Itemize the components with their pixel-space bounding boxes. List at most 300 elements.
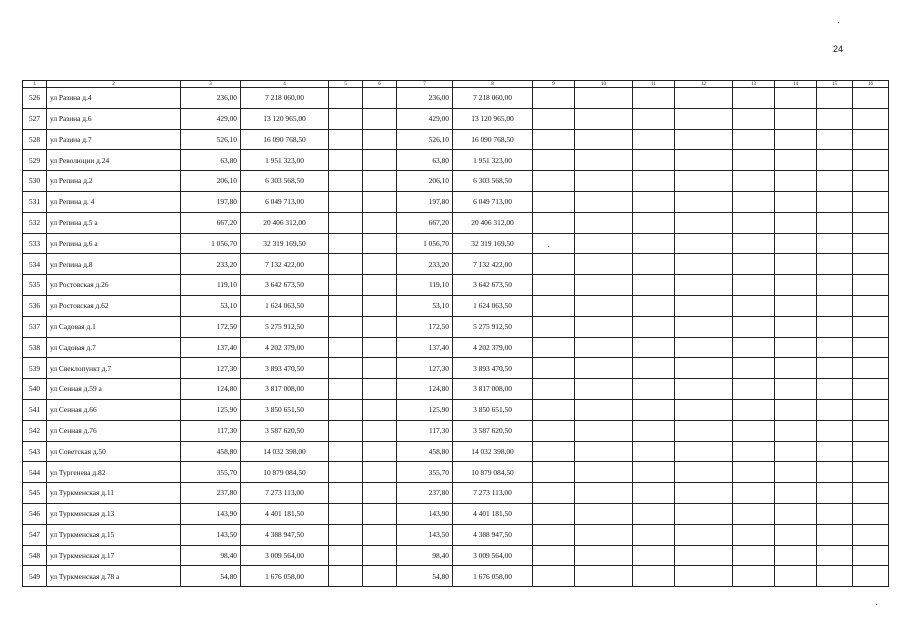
empty-cell <box>817 233 853 254</box>
empty-cell <box>775 275 817 296</box>
empty-cell <box>633 545 675 566</box>
empty-cell <box>329 337 363 358</box>
empty-cell <box>575 420 633 441</box>
empty-cell <box>633 524 675 545</box>
empty-cell <box>533 524 575 545</box>
empty-cell <box>329 129 363 150</box>
empty-cell <box>575 129 633 150</box>
cost-cell: 7 132 422,00 <box>453 254 533 275</box>
cost-cell: 4 401 181,50 <box>241 503 329 524</box>
table-row <box>23 503 889 524</box>
empty-cell <box>575 524 633 545</box>
empty-cell <box>853 566 889 587</box>
column-number: 1 <box>23 81 47 88</box>
empty-cell <box>363 233 397 254</box>
address-cell: ул Садовая д.7 <box>47 337 181 358</box>
cost-cell: 13 120 965,00 <box>241 108 329 129</box>
empty-cell <box>853 358 889 379</box>
empty-cell <box>575 566 633 587</box>
empty-cell <box>733 545 775 566</box>
cost-cell: 1 951 323,00 <box>241 150 329 171</box>
empty-cell <box>733 524 775 545</box>
area-cell: 206,10 <box>181 171 241 192</box>
address-cell: ул Репина д.5 а <box>47 212 181 233</box>
scan-speck <box>876 604 877 605</box>
empty-cell <box>675 129 733 150</box>
area-cell: 143,90 <box>397 503 453 524</box>
row-number-cell: 527 <box>23 108 47 129</box>
area-cell: 125,90 <box>181 399 241 420</box>
empty-cell <box>775 108 817 129</box>
address-cell: ул Репина д. 4 <box>47 191 181 212</box>
empty-cell <box>853 171 889 192</box>
cost-cell: 4 388 947,50 <box>453 524 533 545</box>
empty-cell <box>853 108 889 129</box>
row-number-cell: 540 <box>23 379 47 400</box>
row-number-cell: 548 <box>23 545 47 566</box>
empty-cell <box>675 462 733 483</box>
cost-cell: 20 406 312,00 <box>453 212 533 233</box>
address-cell: ул Репина д.2 <box>47 171 181 192</box>
empty-cell <box>329 275 363 296</box>
empty-cell <box>329 399 363 420</box>
empty-cell <box>817 129 853 150</box>
table-body <box>23 81 889 587</box>
address-cell: ул Туркменская д.13 <box>47 503 181 524</box>
column-number: 12 <box>675 81 733 88</box>
address-cell: ул Репина д.6 а <box>47 233 181 254</box>
empty-cell <box>533 254 575 275</box>
area-cell: 667,20 <box>397 212 453 233</box>
address-cell: ул Разина д.6 <box>47 108 181 129</box>
empty-cell <box>853 379 889 400</box>
empty-cell <box>775 316 817 337</box>
empty-cell <box>575 399 633 420</box>
empty-cell <box>775 295 817 316</box>
area-cell: 143,90 <box>181 503 241 524</box>
empty-cell <box>675 275 733 296</box>
column-number: 15 <box>817 81 853 88</box>
column-number-row <box>23 81 889 88</box>
area-cell: 233,20 <box>181 254 241 275</box>
empty-cell <box>675 212 733 233</box>
empty-cell <box>363 212 397 233</box>
empty-cell <box>675 254 733 275</box>
table-row <box>23 191 889 212</box>
address-cell: ул Разина д.4 <box>47 88 181 109</box>
cost-cell: 32 319 169,50 <box>241 233 329 254</box>
empty-cell <box>533 566 575 587</box>
empty-cell <box>853 191 889 212</box>
empty-cell <box>633 108 675 129</box>
cost-cell: 4 401 181,50 <box>453 503 533 524</box>
empty-cell <box>853 150 889 171</box>
cost-cell: 6 049 713,00 <box>453 191 533 212</box>
empty-cell <box>675 191 733 212</box>
empty-cell <box>363 379 397 400</box>
table-row <box>23 358 889 379</box>
empty-cell <box>775 233 817 254</box>
empty-cell <box>533 316 575 337</box>
cost-cell: 16 090 768,50 <box>453 129 533 150</box>
empty-cell <box>575 108 633 129</box>
column-number: 8 <box>453 81 533 88</box>
empty-cell <box>329 191 363 212</box>
empty-cell <box>533 545 575 566</box>
empty-cell <box>733 171 775 192</box>
empty-cell <box>329 524 363 545</box>
table-row <box>23 462 889 483</box>
empty-cell <box>363 150 397 171</box>
table-row <box>23 545 889 566</box>
cost-cell: 6 049 713,00 <box>241 191 329 212</box>
empty-cell <box>675 88 733 109</box>
cost-cell: 1 676 058,00 <box>453 566 533 587</box>
empty-cell <box>733 358 775 379</box>
address-cell: ул Репина д.8 <box>47 254 181 275</box>
column-number: 13 <box>733 81 775 88</box>
empty-cell <box>675 566 733 587</box>
empty-cell <box>363 483 397 504</box>
row-number-cell: 531 <box>23 191 47 212</box>
empty-cell <box>775 441 817 462</box>
area-cell: 137,40 <box>397 337 453 358</box>
data-table <box>22 80 889 587</box>
column-number: 14 <box>775 81 817 88</box>
empty-cell <box>575 316 633 337</box>
empty-cell <box>533 108 575 129</box>
empty-cell <box>363 337 397 358</box>
area-cell: 143,50 <box>181 524 241 545</box>
row-number-cell: 539 <box>23 358 47 379</box>
empty-cell <box>675 483 733 504</box>
address-cell: ул Разина д.7 <box>47 129 181 150</box>
empty-cell <box>575 379 633 400</box>
empty-cell <box>675 295 733 316</box>
empty-cell <box>775 254 817 275</box>
area-cell: 236,00 <box>397 88 453 109</box>
address-cell: ул Ростовская д.62 <box>47 295 181 316</box>
address-cell: ул Советская д.50 <box>47 441 181 462</box>
table-row <box>23 524 889 545</box>
cost-cell: 3 893 470,50 <box>241 358 329 379</box>
address-cell: ул Свеклопункт д.7 <box>47 358 181 379</box>
empty-cell <box>775 566 817 587</box>
address-cell: ул Сенная д.76 <box>47 420 181 441</box>
column-number: 4 <box>241 81 329 88</box>
empty-cell <box>675 379 733 400</box>
empty-cell <box>363 399 397 420</box>
empty-cell <box>775 191 817 212</box>
empty-cell <box>533 233 575 254</box>
empty-cell <box>575 545 633 566</box>
cost-cell: 7 132 422,00 <box>241 254 329 275</box>
cost-cell: 1 624 063,50 <box>453 295 533 316</box>
area-cell: 125,90 <box>397 399 453 420</box>
cost-cell: 14 032 398,00 <box>241 441 329 462</box>
empty-cell <box>363 441 397 462</box>
cost-cell: 3 587 620,50 <box>453 420 533 441</box>
table-row <box>23 316 889 337</box>
column-number: 5 <box>329 81 363 88</box>
empty-cell <box>533 379 575 400</box>
area-cell: 117,30 <box>397 420 453 441</box>
empty-cell <box>817 295 853 316</box>
empty-cell <box>675 420 733 441</box>
empty-cell <box>633 129 675 150</box>
area-cell: 355,70 <box>397 462 453 483</box>
empty-cell <box>733 191 775 212</box>
empty-cell <box>817 566 853 587</box>
empty-cell <box>733 566 775 587</box>
empty-cell <box>633 275 675 296</box>
empty-cell <box>817 483 853 504</box>
area-cell: 355,70 <box>181 462 241 483</box>
empty-cell <box>575 191 633 212</box>
area-cell: 137,40 <box>181 337 241 358</box>
cost-cell: 4 388 947,50 <box>241 524 329 545</box>
address-cell: ул Ростовская д.26 <box>47 275 181 296</box>
empty-cell <box>633 483 675 504</box>
cost-cell: 6 303 568,50 <box>241 171 329 192</box>
empty-cell <box>817 150 853 171</box>
empty-cell <box>733 462 775 483</box>
area-cell: 119,10 <box>181 275 241 296</box>
area-cell: 127,30 <box>397 358 453 379</box>
empty-cell <box>733 316 775 337</box>
empty-cell <box>329 150 363 171</box>
area-cell: 429,00 <box>397 108 453 129</box>
empty-cell <box>329 441 363 462</box>
empty-cell <box>363 88 397 109</box>
empty-cell <box>733 337 775 358</box>
empty-cell <box>817 171 853 192</box>
empty-cell <box>853 524 889 545</box>
empty-cell <box>817 254 853 275</box>
empty-cell <box>363 503 397 524</box>
empty-cell <box>817 399 853 420</box>
empty-cell <box>775 212 817 233</box>
empty-cell <box>853 316 889 337</box>
table-row <box>23 275 889 296</box>
area-cell: 172,50 <box>181 316 241 337</box>
empty-cell <box>533 420 575 441</box>
cost-cell: 13 120 965,00 <box>453 108 533 129</box>
cost-cell: 3 817 008,00 <box>241 379 329 400</box>
empty-cell <box>633 379 675 400</box>
empty-cell <box>575 462 633 483</box>
column-number: 2 <box>47 81 181 88</box>
empty-cell <box>853 462 889 483</box>
row-number-cell: 536 <box>23 295 47 316</box>
empty-cell <box>733 483 775 504</box>
table-row <box>23 566 889 587</box>
row-number-cell: 529 <box>23 150 47 171</box>
table-row <box>23 399 889 420</box>
empty-cell <box>329 566 363 587</box>
empty-cell <box>817 337 853 358</box>
empty-cell <box>363 420 397 441</box>
empty-cell <box>853 441 889 462</box>
empty-cell <box>363 524 397 545</box>
address-cell: ул Сенная д.66 <box>47 399 181 420</box>
empty-cell <box>675 316 733 337</box>
empty-cell <box>775 420 817 441</box>
table-row <box>23 337 889 358</box>
scan-speck <box>838 22 839 23</box>
empty-cell <box>817 524 853 545</box>
area-cell: 124,80 <box>397 379 453 400</box>
row-number-cell: 545 <box>23 483 47 504</box>
empty-cell <box>329 379 363 400</box>
empty-cell <box>633 316 675 337</box>
area-cell: 98,40 <box>397 545 453 566</box>
empty-cell <box>853 337 889 358</box>
area-cell: 236,00 <box>181 88 241 109</box>
empty-cell <box>575 337 633 358</box>
row-number-cell: 546 <box>23 503 47 524</box>
column-number: 11 <box>633 81 675 88</box>
empty-cell <box>363 358 397 379</box>
empty-cell <box>775 379 817 400</box>
cost-cell: 3 642 673,50 <box>453 275 533 296</box>
row-number-cell: 528 <box>23 129 47 150</box>
row-number-cell: 526 <box>23 88 47 109</box>
empty-cell <box>533 441 575 462</box>
empty-cell <box>775 129 817 150</box>
cost-cell: 7 273 113,00 <box>453 483 533 504</box>
table-row <box>23 212 889 233</box>
empty-cell <box>575 483 633 504</box>
empty-cell <box>733 129 775 150</box>
area-cell: 429,00 <box>181 108 241 129</box>
empty-cell <box>633 88 675 109</box>
empty-cell <box>533 399 575 420</box>
area-cell: 233,20 <box>397 254 453 275</box>
area-cell: 63,80 <box>181 150 241 171</box>
empty-cell <box>853 295 889 316</box>
empty-cell <box>575 233 633 254</box>
table-row <box>23 420 889 441</box>
area-cell: 526,10 <box>397 129 453 150</box>
empty-cell <box>817 358 853 379</box>
empty-cell <box>633 441 675 462</box>
empty-cell <box>675 399 733 420</box>
area-cell: 127,30 <box>181 358 241 379</box>
table-row <box>23 171 889 192</box>
empty-cell <box>733 295 775 316</box>
empty-cell <box>775 524 817 545</box>
empty-cell <box>733 150 775 171</box>
area-cell: 54,80 <box>181 566 241 587</box>
area-cell: 63,80 <box>397 150 453 171</box>
row-number-cell: 544 <box>23 462 47 483</box>
area-cell: 197,80 <box>181 191 241 212</box>
area-cell: 237,80 <box>397 483 453 504</box>
area-cell: 53,10 <box>397 295 453 316</box>
cost-cell: 3 587 620,50 <box>241 420 329 441</box>
area-cell: 458,80 <box>181 441 241 462</box>
empty-cell <box>675 150 733 171</box>
empty-cell <box>775 399 817 420</box>
empty-cell <box>733 212 775 233</box>
empty-cell <box>733 503 775 524</box>
empty-cell <box>817 545 853 566</box>
empty-cell <box>853 399 889 420</box>
empty-cell <box>817 275 853 296</box>
empty-cell <box>675 358 733 379</box>
empty-cell <box>329 254 363 275</box>
cost-cell: 5 275 912,50 <box>241 316 329 337</box>
row-number-cell: 547 <box>23 524 47 545</box>
empty-cell <box>817 108 853 129</box>
area-cell: 172,50 <box>397 316 453 337</box>
column-number: 10 <box>575 81 633 88</box>
empty-cell <box>853 545 889 566</box>
empty-cell <box>853 275 889 296</box>
empty-cell <box>329 295 363 316</box>
empty-cell <box>575 150 633 171</box>
empty-cell <box>817 88 853 109</box>
row-number-cell: 534 <box>23 254 47 275</box>
table-row <box>23 379 889 400</box>
empty-cell <box>853 503 889 524</box>
empty-cell <box>533 129 575 150</box>
empty-cell <box>775 358 817 379</box>
empty-cell <box>675 171 733 192</box>
cost-cell: 32 319 169,50 <box>453 233 533 254</box>
empty-cell <box>633 462 675 483</box>
table-row <box>23 295 889 316</box>
empty-cell <box>363 129 397 150</box>
column-number: 16 <box>853 81 889 88</box>
empty-cell <box>633 233 675 254</box>
area-cell: 53,10 <box>181 295 241 316</box>
table-row <box>23 150 889 171</box>
cost-cell: 1 676 058,00 <box>241 566 329 587</box>
cost-cell: 16 090 768,50 <box>241 129 329 150</box>
area-cell: 117,30 <box>181 420 241 441</box>
cost-cell: 3 009 564,00 <box>241 545 329 566</box>
row-number-cell: 535 <box>23 275 47 296</box>
empty-cell <box>817 212 853 233</box>
column-number: 9 <box>533 81 575 88</box>
area-cell: 98,40 <box>181 545 241 566</box>
area-cell: 206,10 <box>397 171 453 192</box>
area-cell: 124,80 <box>181 379 241 400</box>
empty-cell <box>533 358 575 379</box>
empty-cell <box>733 254 775 275</box>
empty-cell <box>675 503 733 524</box>
empty-cell <box>853 420 889 441</box>
cost-cell: 3 642 673,50 <box>241 275 329 296</box>
empty-cell <box>533 462 575 483</box>
empty-cell <box>363 108 397 129</box>
empty-cell <box>575 441 633 462</box>
address-cell: ул Туркменская д.78 а <box>47 566 181 587</box>
empty-cell <box>533 150 575 171</box>
empty-cell <box>363 275 397 296</box>
empty-cell <box>329 358 363 379</box>
empty-cell <box>329 233 363 254</box>
empty-cell <box>533 275 575 296</box>
empty-cell <box>329 88 363 109</box>
empty-cell <box>633 420 675 441</box>
cost-cell: 3 009 564,00 <box>453 545 533 566</box>
empty-cell <box>633 191 675 212</box>
empty-cell <box>363 254 397 275</box>
empty-cell <box>329 503 363 524</box>
